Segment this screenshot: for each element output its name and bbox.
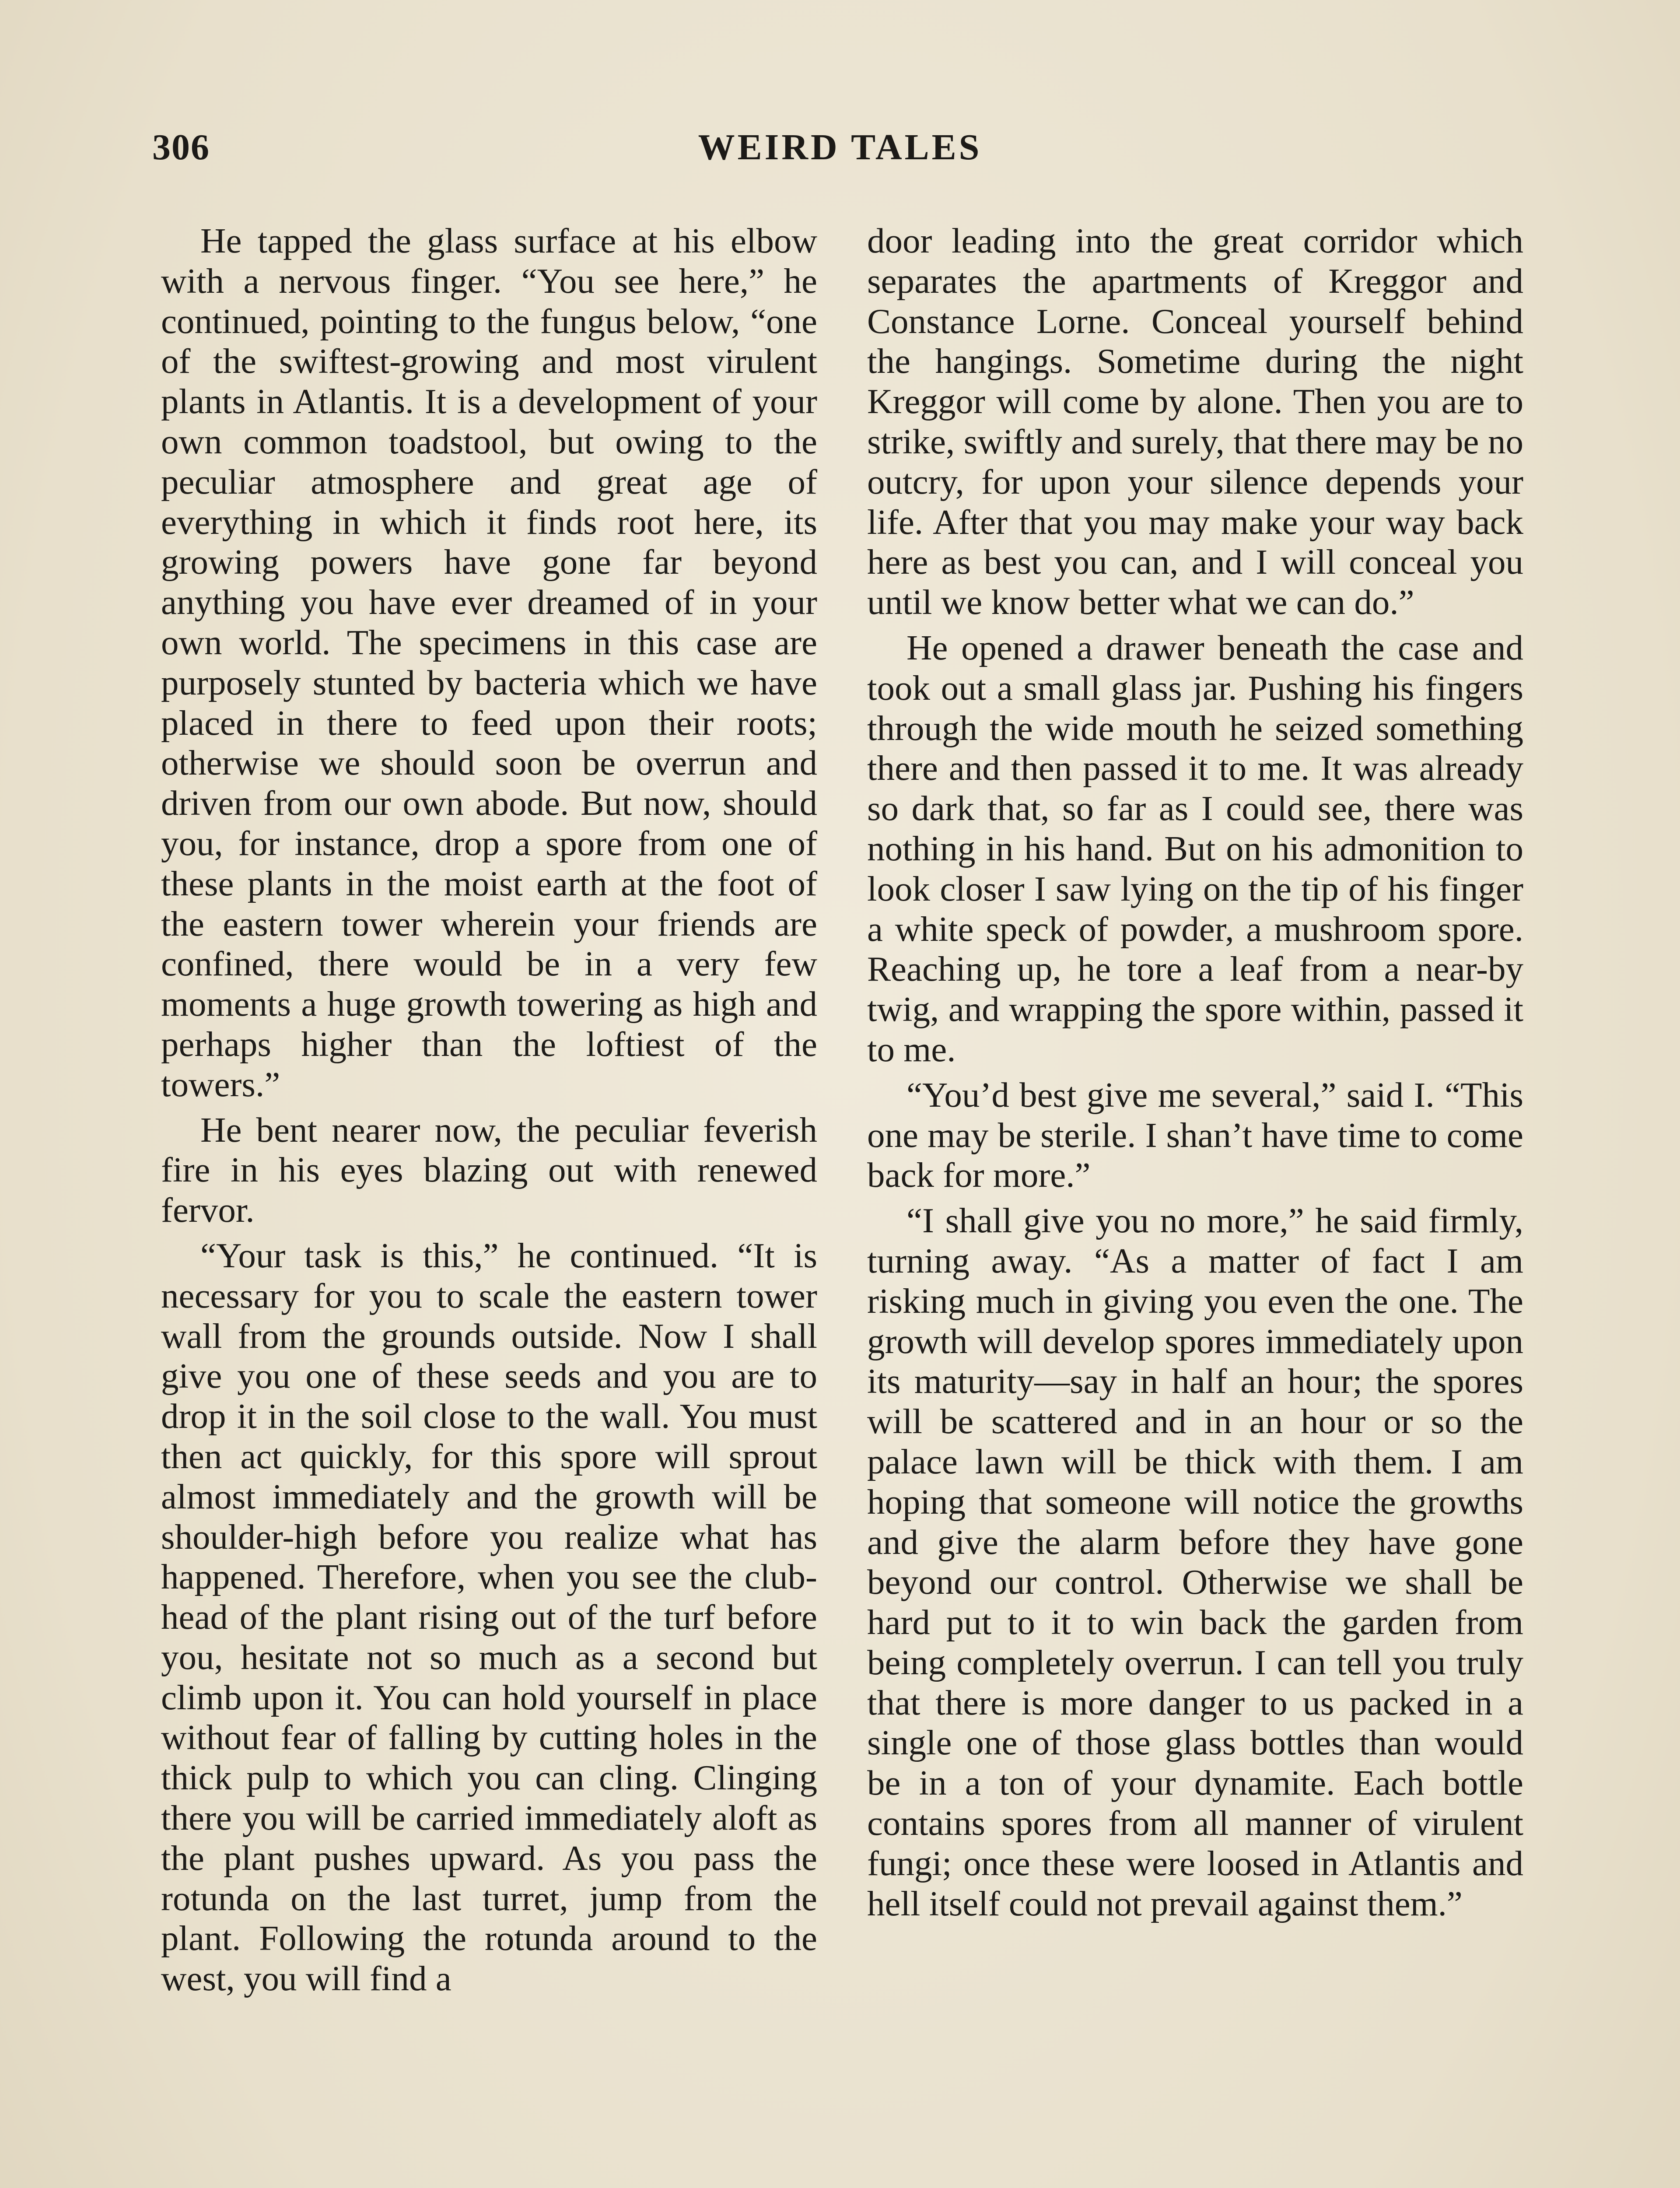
- page-header: [152, 117, 1528, 179]
- left-text-column: [161, 221, 817, 1999]
- page-number: 306: [152, 127, 210, 168]
- running-title: WEIRD TALES: [698, 127, 982, 168]
- paragraph-continued: door leading into the great corridor which separates the apartments of Kreggor and Constance Lorne. Conceal yourself behind the hangings. Sometime during the night Kreggor will come by alone. Then you are to strike, swiftly and surely, that there may be no outcry, for upon your silence depends your life. After that you may make your way back here as best you can, and I will conceal you until we know better what we can do.”: [867, 221, 1523, 622]
- paragraph: He tapped the glass surface at his elbow with a nervous finger. “You see here,” he continued, pointing to the fungus below, “one of the swiftest-growing and most virulent plants in Atlantis. It is a development of your own common toadstool, but owing to the peculiar atmosphere and great age of everything in which it finds root here, its growing powers have gone far beyond anything you have ever dreamed of in your own world. The specimens in this case are purposely stunted by bacteria which we have placed in there to feed upon their roots; otherwise we should soon be overrun and driven from our own abode. But now, should you, for instance, drop a spore from one of these plants in the moist earth at the foot of the eastern tower wherein your friends are confined, there would be in a very few moments a huge growth towering as high and perhaps higher than the loftiest of the towers.”: [161, 221, 817, 1104]
- paragraph: “I shall give you no more,” he said firmly, turning away. “As a matter of fact I am risking much in giving you even the one. The growth will develop spores immediately upon its maturity—say in half an hour; the spores will be scattered and in an hour or so the palace lawn will be thick with them. I am hoping that someone will notice the growths and give the alarm before they have gone beyond our control. Otherwise we shall be hard put to it to win back the garden from being completely overrun. I can tell you truly that there is more danger to us packed in a single one of those glass bottles than would be in a ton of your dynamite. Each bottle contains spores from all manner of virulent fungi; once these were loosed in Atlantis and hell itself could not prevail against them.”: [867, 1201, 1523, 1923]
- paragraph: “You’d best give me several,” said I. “This one may be sterile. I shan’t have time to come back for more.”: [867, 1075, 1523, 1195]
- paragraph: “Your task is this,” he continued. “It is necessary for you to scale the eastern tower wall from the grounds outside. Now I shall give you one of these seeds and you are to drop it in the soil close to the wall. You must then act quickly, for this spore will sprout almost immediately and the growth will be shoulder-high before you realize what has happened. Therefore, when you see the club-head of the plant rising out of the turf before you, hesitate not so much as a second but climb upon it. You can hold yourself in place without fear of falling by cutting holes in the thick pulp to which you can cling. Clinging there you will be carried immediately aloft as the plant pushes upward. As you pass the rotunda on the last turret, jump from the plant. Following the rotunda around to the west, you will find a: [161, 1235, 817, 1999]
- paragraph: He opened a drawer beneath the case and took out a small glass jar. Pushing his fingers through the wide mouth he seized something there and then passed it to me. It was already so dark that, so far as I could see, there was nothing in his hand. But on his admonition to look closer I saw lying on the tip of his finger a white speck of powder, a mushroom spore. Reaching up, he tore a leaf from a near-by twig, and wrapping the spore within, passed it to me.: [867, 628, 1523, 1069]
- right-text-column: [867, 221, 1523, 1924]
- paragraph: He bent nearer now, the peculiar feverish fire in his eyes blazing out with renewed fervor.: [161, 1110, 817, 1230]
